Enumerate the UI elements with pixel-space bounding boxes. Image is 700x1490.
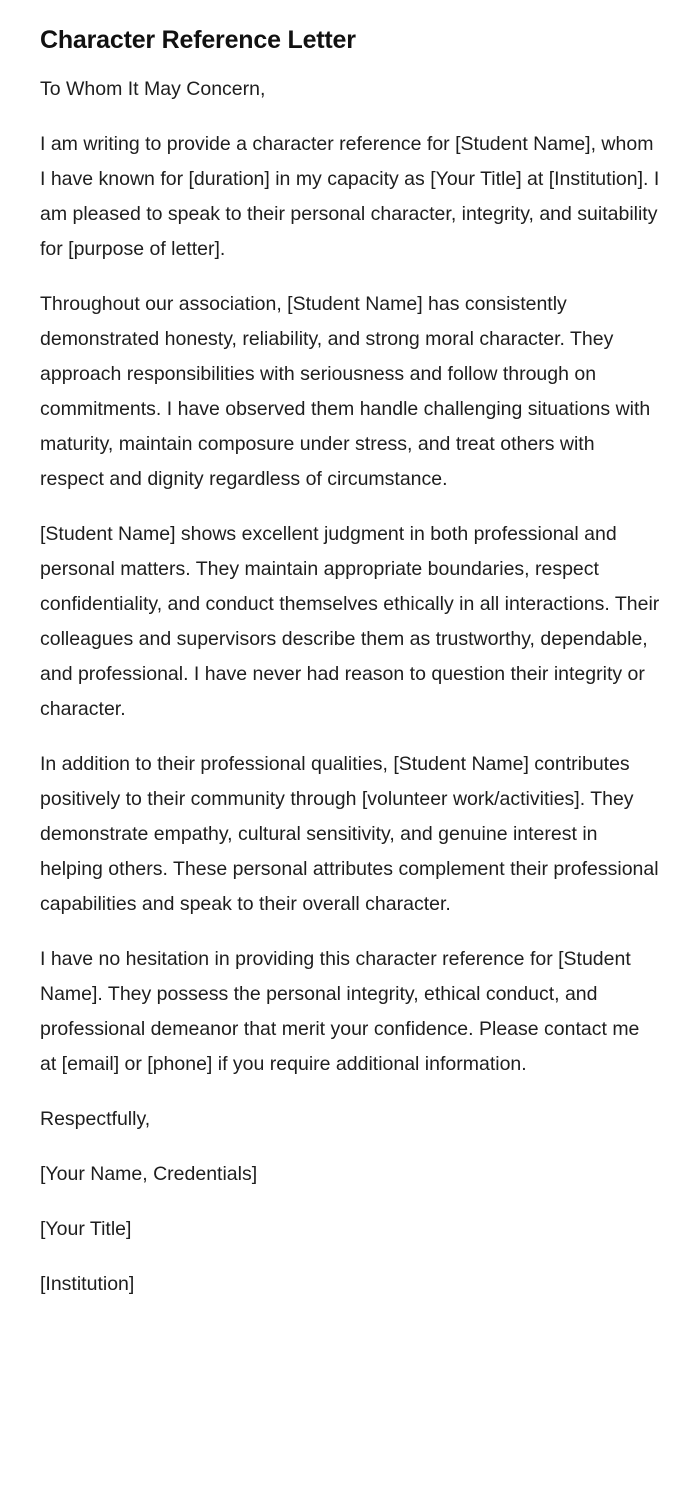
paragraph-character: Throughout our association, [Student Name] has consistently demonstrated honesty, reliability, and strong moral character. They approach responsibilities with seriousness and follow through on commitments. I have observed them handle challenging situations with maturity, maintain composure under stress, and treat others with respect and dignity regardless of circumstance. <box>40 293 651 490</box>
closing: Respectfully, <box>40 1108 151 1130</box>
signature-name: [Your Name, Credentials] <box>40 1163 258 1185</box>
paragraph-judgment: [Student Name] shows excellent judgment in both professional and personal matters. They maintain appropriate boundaries, respect confidentiality, and conduct themselves ethically in all interactions. Their colleagues and supervisors describe them as trustworthy, dependable, and professional. I have never had reason to question their integrity or character. <box>40 523 660 720</box>
paragraph-intro: I am writing to provide a character reference for [Student Name], whom I have known for [duration] in my capacity as [Your Title] at [Institution]. I am pleased to speak to their personal character, integrity, and suitability for [purpose of letter]. <box>40 133 660 260</box>
paragraph-recommendation: I have no hesitation in providing this character reference for [Student Name]. They possess the personal integrity, ethical conduct, and professional demeanor that merit your confidence. Please contact me at [email] or [phone] if you require additional information. <box>40 948 640 1075</box>
signature-title: [Your Title] <box>40 1218 132 1240</box>
signature-institution: [Institution] <box>40 1273 135 1295</box>
paragraph-community: In addition to their professional qualities, [Student Name] contributes positively to their community through [volunteer work/activities]. They demonstrate empathy, cultural sensitivity, and genuine interest in helping others. These personal attributes complement their professional capabilities and speak to their overall character. <box>40 753 659 915</box>
salutation: To Whom It May Concern, <box>40 78 266 100</box>
letter-title: Character Reference Letter <box>40 26 356 54</box>
